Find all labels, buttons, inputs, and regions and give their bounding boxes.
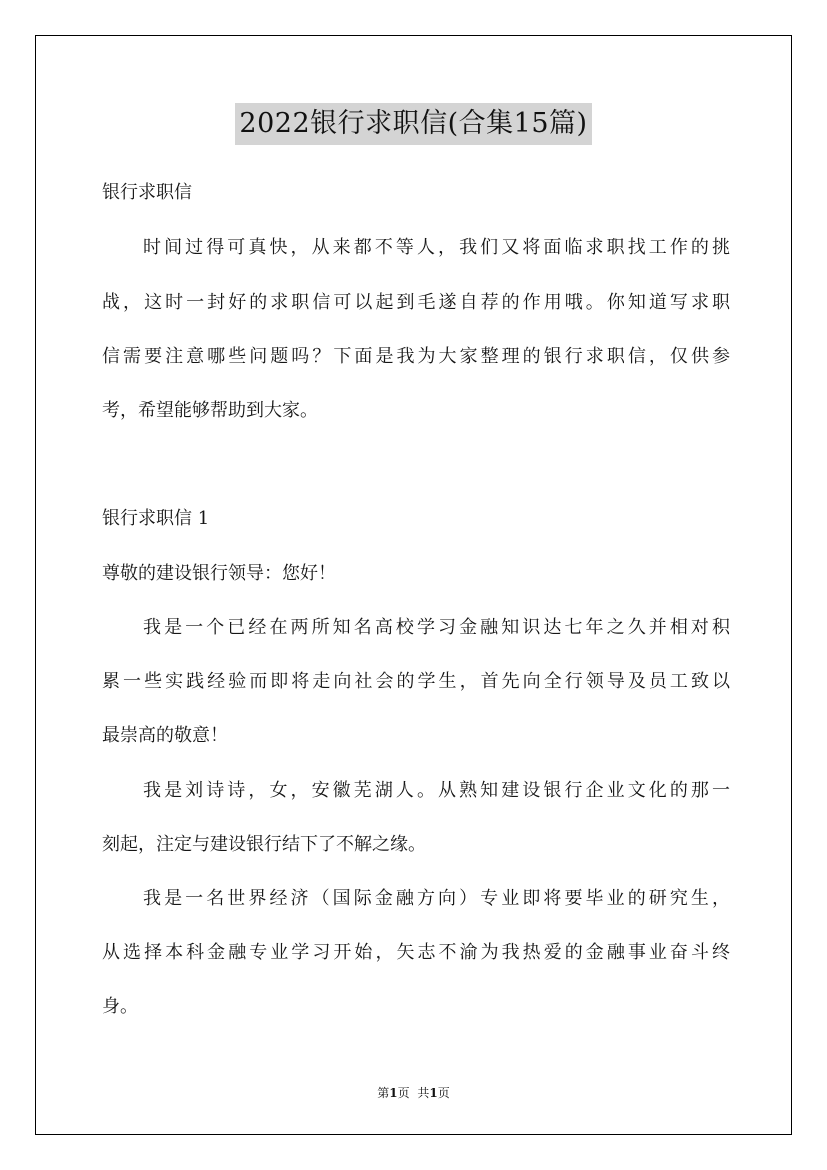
para2-line-1: 我是刘诗诗，女，安徽芜湖人。从熟知建设银行企业文化的那一 <box>143 780 730 801</box>
page-footer <box>0 1085 827 1101</box>
title-container <box>0 103 827 145</box>
intro-line-3: 信需要注意哪些问题吗？下面是我为大家整理的银行求职信，仅供参 <box>102 346 730 367</box>
letter-heading: 银行求职信 1 <box>102 508 210 529</box>
para1-line-1: 我是一个已经在两所知名高校学习金融知识达七年之久并相对积 <box>143 617 730 638</box>
para3-line-3: 身。 <box>102 996 138 1017</box>
para1-line-2: 累一些实践经验而即将走向社会的学生，首先向全行领导及员工致以 <box>102 671 730 692</box>
footer-page-prefix: 第 <box>377 1086 390 1100</box>
para2-line-2: 刻起，注定与建设银行结下了不解之缘。 <box>102 834 426 855</box>
footer-page-total: 1 <box>429 1086 438 1100</box>
para3-line-1: 我是一名世界经济（国际金融方向）专业即将要毕业的研究生， <box>143 888 730 909</box>
intro-line-2: 战，这时一封好的求职信可以起到毛遂自荐的作用哦。你知道写求职 <box>102 292 730 313</box>
para1-line-3: 最崇高的敬意！ <box>102 725 228 746</box>
document-title: 2022银行求职信(合集15篇) <box>235 103 591 145</box>
footer-page-suffix: 页 <box>397 1086 410 1100</box>
intro-line-1: 时间过得可真快，从来都不等人，我们又将面临求职找工作的挑 <box>143 237 730 258</box>
footer-total-prefix: 共 <box>417 1086 430 1100</box>
para3-line-2: 从选择本科金融专业学习开始，矢志不渝为我热爱的金融事业奋斗终 <box>102 942 730 963</box>
footer-page-current: 1 <box>389 1086 398 1100</box>
intro-heading: 银行求职信 <box>102 182 192 203</box>
footer-total-suffix: 页 <box>437 1086 450 1100</box>
intro-line-4: 考，希望能够帮助到大家。 <box>102 400 318 421</box>
salutation: 尊敬的建设银行领导：您好！ <box>102 563 336 584</box>
